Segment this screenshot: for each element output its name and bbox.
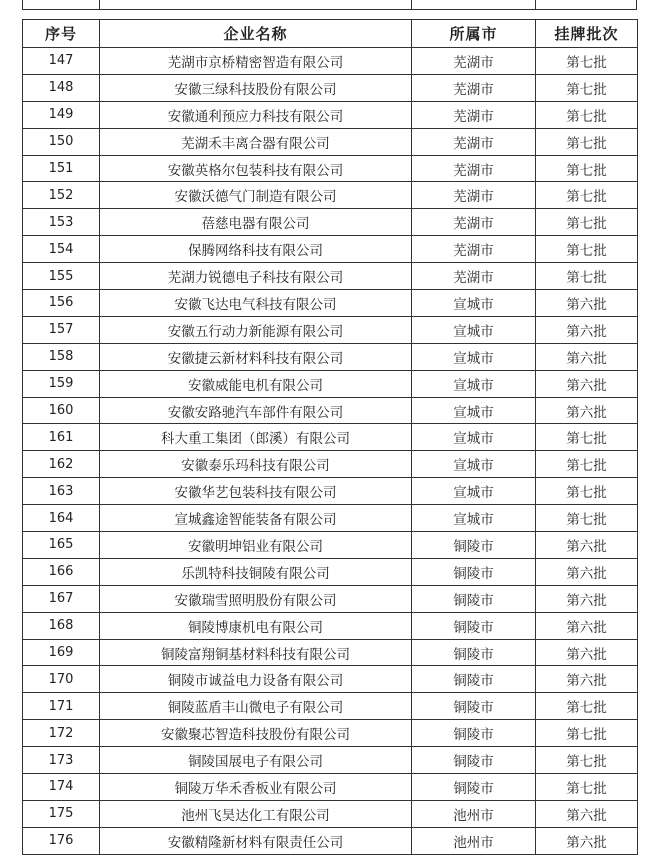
cell-city: 芜湖市 — [412, 155, 536, 182]
cell-company-name: 芜湖力锐德电子科技有限公司 — [100, 263, 412, 290]
table-row — [23, 236, 638, 263]
cell-company-name: 保腾网络科技有限公司 — [100, 236, 412, 263]
cell-batch: 第六批 — [536, 343, 638, 370]
cell-company-name: 安徽五行动力新能源有限公司 — [100, 316, 412, 343]
cell-batch: 第七批 — [536, 236, 638, 263]
cell-city: 宣城市 — [412, 290, 536, 317]
cell-city: 铜陵市 — [412, 747, 536, 774]
cell-company-name: 安徽明坤铝业有限公司 — [100, 532, 412, 559]
cell-batch: 第六批 — [536, 397, 638, 424]
cell-index: 171 — [23, 693, 100, 720]
cell-index: 162 — [23, 451, 100, 478]
cell-company-name: 安徽沃德气门制造有限公司 — [100, 182, 412, 209]
cell-index: 173 — [23, 747, 100, 774]
table-row — [23, 666, 638, 693]
cell-city: 铜陵市 — [412, 639, 536, 666]
cell-index: 170 — [23, 666, 100, 693]
cell-city: 芜湖市 — [412, 48, 536, 75]
cell-batch: 第六批 — [536, 827, 638, 854]
cell-batch: 第六批 — [536, 612, 638, 639]
cell-batch: 第七批 — [536, 209, 638, 236]
header-index: 序号 — [23, 20, 100, 48]
cell-index: 174 — [23, 774, 100, 801]
cell-company-name: 安徽泰乐玛科技有限公司 — [100, 451, 412, 478]
cell-batch: 第七批 — [536, 720, 638, 747]
cell-index: 175 — [23, 800, 100, 827]
cell-batch: 第六批 — [536, 585, 638, 612]
cell-company-name: 池州飞昊达化工有限公司 — [100, 800, 412, 827]
table-row — [23, 290, 638, 317]
table-row — [23, 532, 638, 559]
cell-batch: 第七批 — [536, 451, 638, 478]
cell-batch: 第七批 — [536, 774, 638, 801]
cell-batch: 第六批 — [536, 290, 638, 317]
cell-batch: 第七批 — [536, 263, 638, 290]
table-row — [23, 774, 638, 801]
cell-city: 宣城市 — [412, 505, 536, 532]
cell-index: 164 — [23, 505, 100, 532]
cell-city: 芜湖市 — [412, 209, 536, 236]
cell-index: 153 — [23, 209, 100, 236]
cell-city: 宣城市 — [412, 478, 536, 505]
cell-company-name: 宣城鑫途智能装备有限公司 — [100, 505, 412, 532]
cell-index: 149 — [23, 101, 100, 128]
table-row — [23, 182, 638, 209]
cell-index: 168 — [23, 612, 100, 639]
cell-city: 宣城市 — [412, 343, 536, 370]
cell-company-name: 安徽捷云新材料科技有限公司 — [100, 343, 412, 370]
cell-index: 150 — [23, 128, 100, 155]
cell-company-name: 安徽威能电机有限公司 — [100, 370, 412, 397]
cell-company-name: 铜陵国展电子有限公司 — [100, 747, 412, 774]
table-row — [23, 101, 638, 128]
cell-city: 芜湖市 — [412, 236, 536, 263]
cell-index: 176 — [23, 827, 100, 854]
cell-index: 157 — [23, 316, 100, 343]
table-row — [23, 209, 638, 236]
cell-batch: 第六批 — [536, 532, 638, 559]
cell-city: 池州市 — [412, 800, 536, 827]
cell-index: 172 — [23, 720, 100, 747]
cell-index: 160 — [23, 397, 100, 424]
table-row — [23, 370, 638, 397]
cell-city: 池州市 — [412, 827, 536, 854]
cell-index: 165 — [23, 532, 100, 559]
cell-batch: 第七批 — [536, 424, 638, 451]
cell-batch: 第七批 — [536, 478, 638, 505]
table-row — [23, 263, 638, 290]
table-row — [23, 48, 638, 75]
cell-city: 铜陵市 — [412, 774, 536, 801]
cell-company-name: 安徽英格尔包装科技有限公司 — [100, 155, 412, 182]
cell-company-name: 安徽华艺包装科技有限公司 — [100, 478, 412, 505]
table-row — [23, 827, 638, 854]
table-row — [23, 128, 638, 155]
enterprise-table — [22, 19, 638, 855]
header-city: 所属市 — [412, 20, 536, 48]
cell-city: 铜陵市 — [412, 666, 536, 693]
cell-company-name: 科大重工集团（郎溪）有限公司 — [100, 424, 412, 451]
cell-city: 宣城市 — [412, 397, 536, 424]
cell-company-name: 铜陵博康机电有限公司 — [100, 612, 412, 639]
table-row — [23, 397, 638, 424]
cell-city: 芜湖市 — [412, 101, 536, 128]
cell-company-name: 安徽瑞雪照明股份有限公司 — [100, 585, 412, 612]
cell-company-name: 安徽三绿科技股份有限公司 — [100, 74, 412, 101]
cell-batch: 第六批 — [536, 370, 638, 397]
cell-batch: 第七批 — [536, 48, 638, 75]
cell-company-name: 安徽聚芯智造科技股份有限公司 — [100, 720, 412, 747]
cell-index: 161 — [23, 424, 100, 451]
cell-city: 芜湖市 — [412, 128, 536, 155]
cell-company-name: 安徽飞达电气科技有限公司 — [100, 290, 412, 317]
cell-index: 159 — [23, 370, 100, 397]
cell-index: 158 — [23, 343, 100, 370]
cell-city: 宣城市 — [412, 370, 536, 397]
table-row — [23, 316, 638, 343]
cell-batch: 第七批 — [536, 182, 638, 209]
cell-company-name: 芜湖禾丰离合器有限公司 — [100, 128, 412, 155]
cell-company-name: 铜陵蓝盾丰山微电子有限公司 — [100, 693, 412, 720]
cell-index: 151 — [23, 155, 100, 182]
header-batch: 挂牌批次 — [536, 20, 638, 48]
cell-batch: 第七批 — [536, 128, 638, 155]
cell-city: 宣城市 — [412, 316, 536, 343]
cell-batch: 第六批 — [536, 800, 638, 827]
table-row — [23, 639, 638, 666]
cell-index: 156 — [23, 290, 100, 317]
cell-batch: 第七批 — [536, 693, 638, 720]
cell-batch: 第六批 — [536, 316, 638, 343]
cell-batch: 第七批 — [536, 74, 638, 101]
cell-batch: 第七批 — [536, 505, 638, 532]
cell-batch: 第六批 — [536, 666, 638, 693]
cell-city: 铜陵市 — [412, 612, 536, 639]
cell-index: 167 — [23, 585, 100, 612]
cell-batch: 第七批 — [536, 155, 638, 182]
cell-company-name: 蓓慈电器有限公司 — [100, 209, 412, 236]
cell-index: 152 — [23, 182, 100, 209]
cell-batch: 第七批 — [536, 747, 638, 774]
table-row — [23, 74, 638, 101]
cell-index: 169 — [23, 639, 100, 666]
cell-city: 铜陵市 — [412, 720, 536, 747]
cell-index: 148 — [23, 74, 100, 101]
table-row — [23, 478, 638, 505]
table-row — [23, 451, 638, 478]
cell-company-name: 铜陵市诚益电力设备有限公司 — [100, 666, 412, 693]
cell-index: 155 — [23, 263, 100, 290]
cell-company-name: 乐凯特科技铜陵有限公司 — [100, 558, 412, 585]
cell-company-name: 安徽精隆新材料有限责任公司 — [100, 827, 412, 854]
table-row — [23, 505, 638, 532]
cell-batch: 第六批 — [536, 558, 638, 585]
cell-company-name: 安徽安路驰汽车部件有限公司 — [100, 397, 412, 424]
cell-city: 铜陵市 — [412, 532, 536, 559]
table-row — [23, 720, 638, 747]
table-row — [23, 585, 638, 612]
cell-city: 宣城市 — [412, 424, 536, 451]
cell-company-name: 铜陵富翔铜基材料科技有限公司 — [100, 639, 412, 666]
table-row — [23, 155, 638, 182]
cell-company-name: 芜湖市京桥精密智造有限公司 — [100, 48, 412, 75]
table-row — [23, 693, 638, 720]
table-row — [23, 558, 638, 585]
cell-batch: 第六批 — [536, 639, 638, 666]
cell-city: 铜陵市 — [412, 558, 536, 585]
cell-city: 芜湖市 — [412, 74, 536, 101]
cell-city: 铜陵市 — [412, 585, 536, 612]
header-company-name: 企业名称 — [100, 20, 412, 48]
cell-index: 147 — [23, 48, 100, 75]
table-row — [23, 424, 638, 451]
previous-table-row-fragment — [22, 0, 637, 10]
cell-batch: 第七批 — [536, 101, 638, 128]
cell-index: 163 — [23, 478, 100, 505]
cell-index: 166 — [23, 558, 100, 585]
table-row — [23, 343, 638, 370]
table-row — [23, 800, 638, 827]
cell-city: 芜湖市 — [412, 182, 536, 209]
cell-city: 芜湖市 — [412, 263, 536, 290]
cell-city: 宣城市 — [412, 451, 536, 478]
cell-company-name: 安徽通利预应力科技有限公司 — [100, 101, 412, 128]
table-row — [23, 747, 638, 774]
cell-company-name: 铜陵万华禾香板业有限公司 — [100, 774, 412, 801]
table-row — [23, 612, 638, 639]
header-row — [23, 20, 638, 48]
cell-city: 铜陵市 — [412, 693, 536, 720]
cell-index: 154 — [23, 236, 100, 263]
